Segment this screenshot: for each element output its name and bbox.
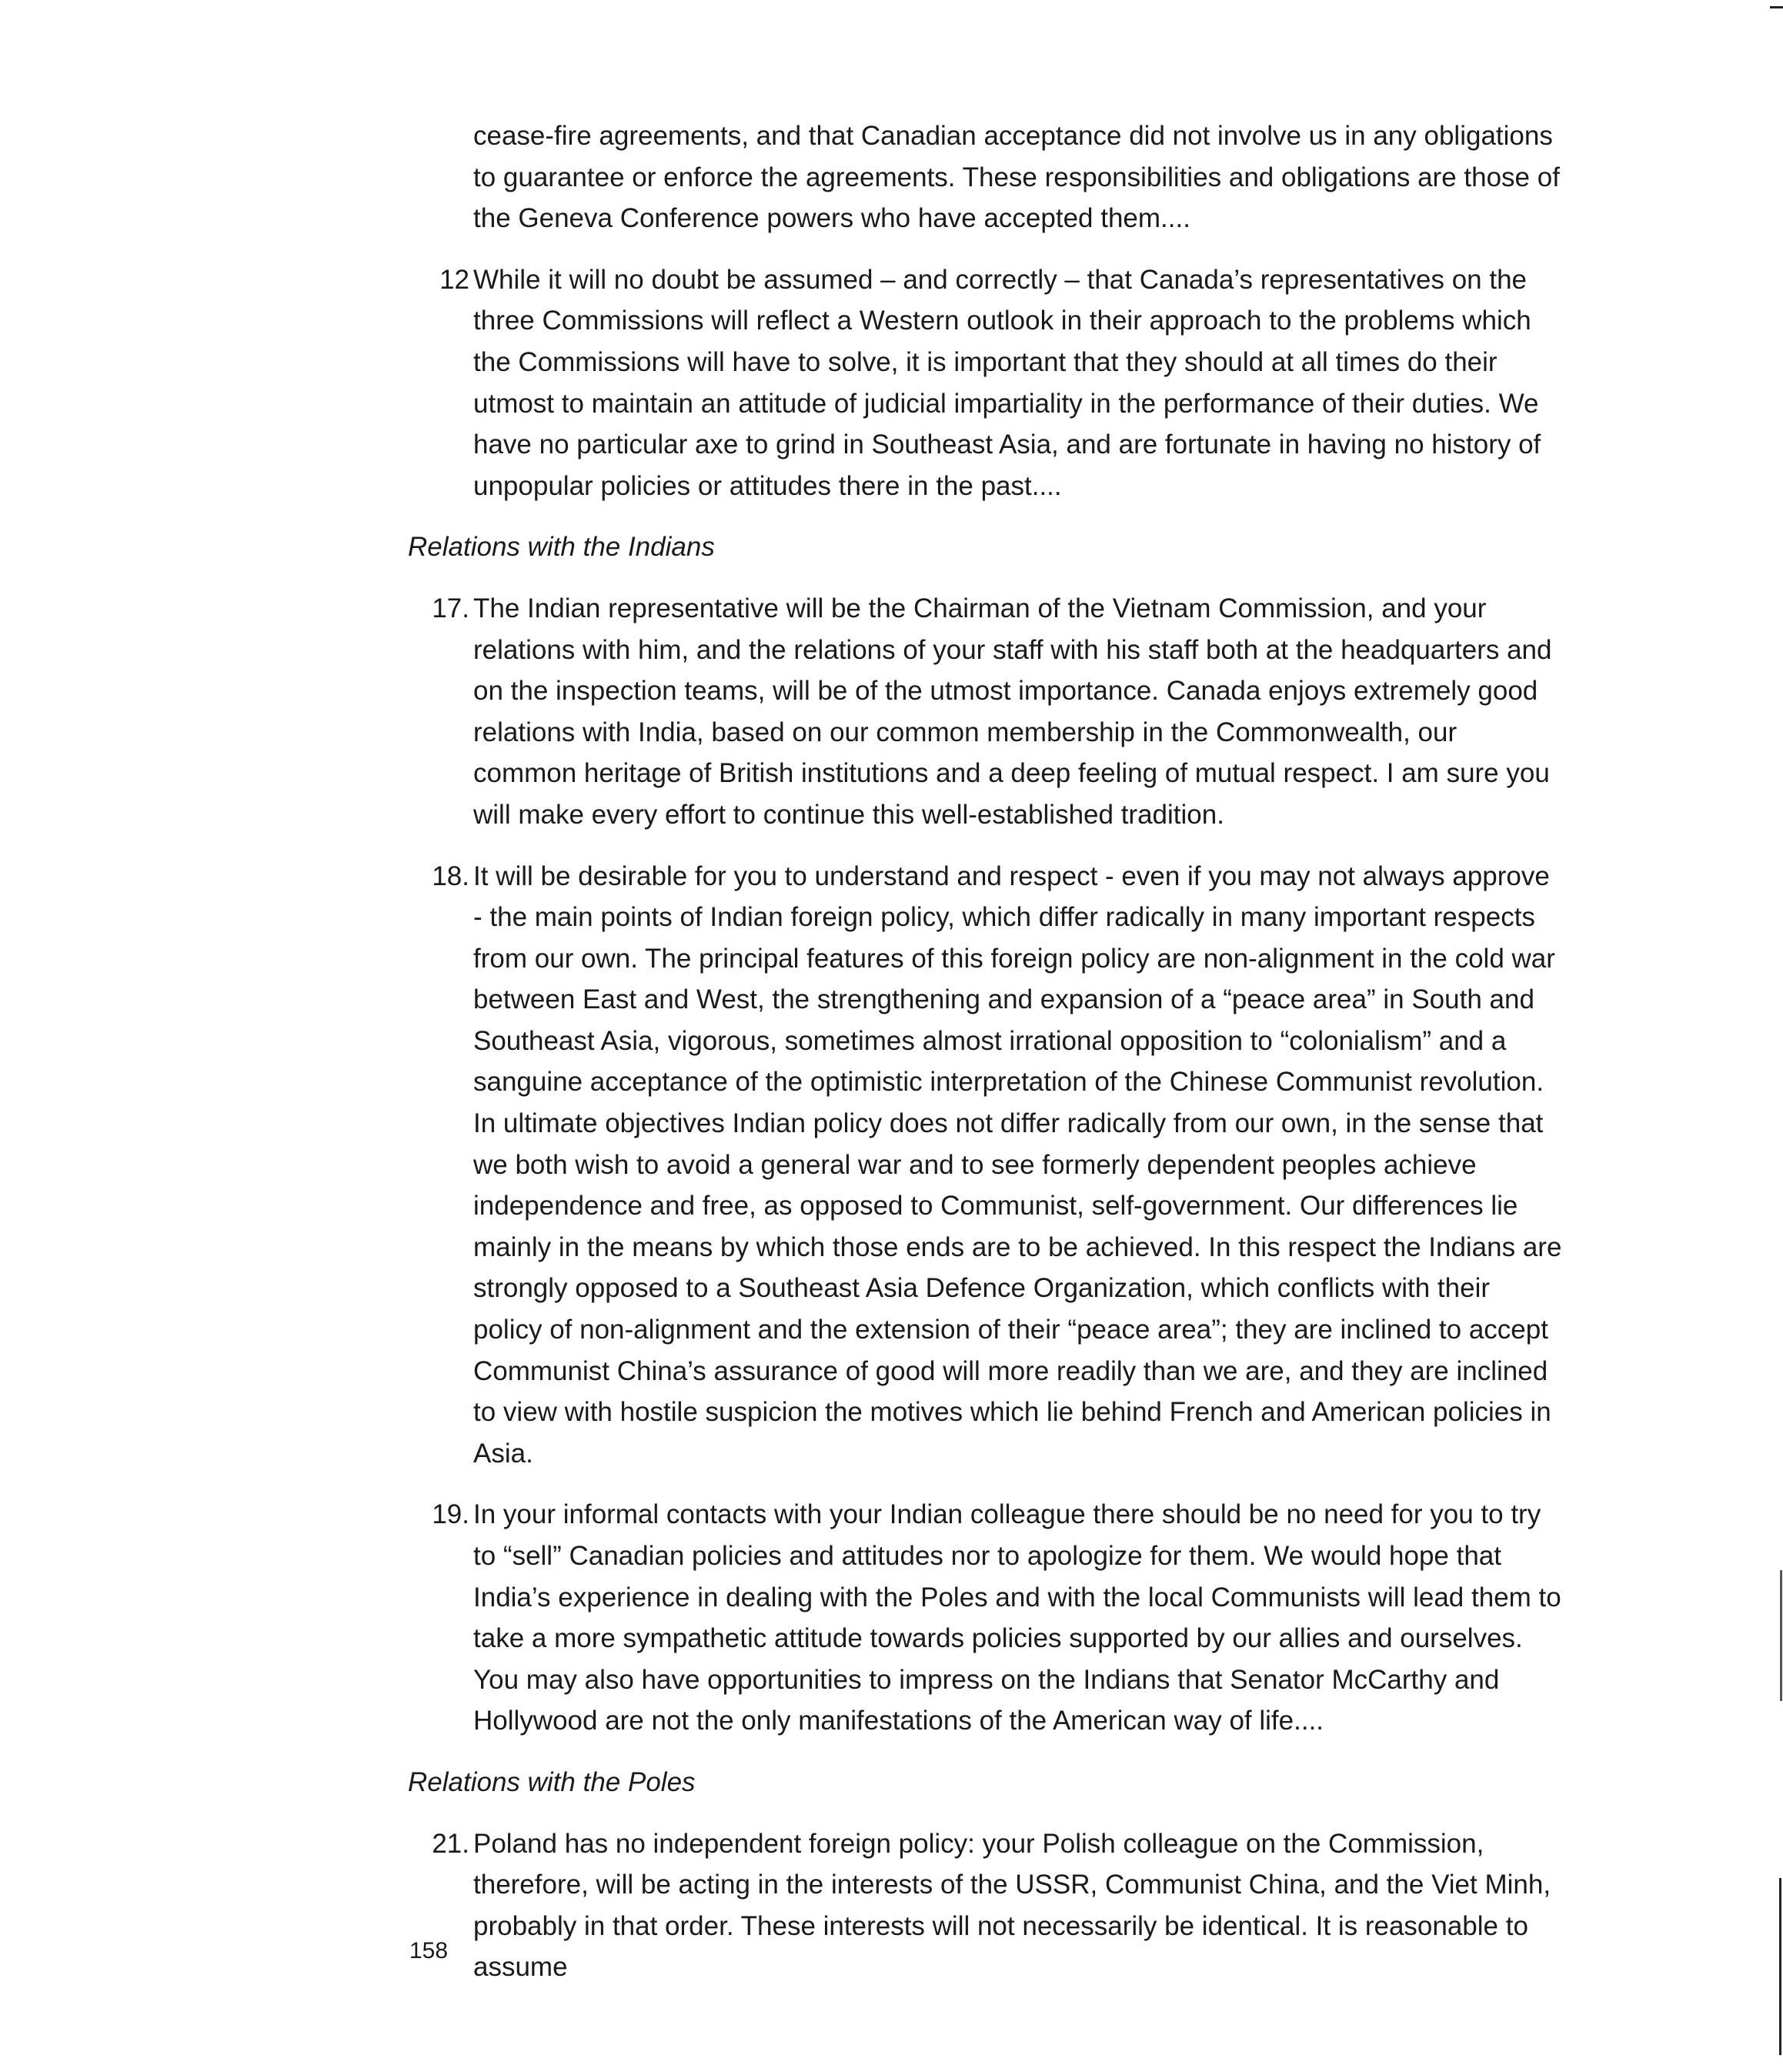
paragraph-12 [408, 259, 1562, 507]
paragraph-number: 17. [432, 593, 469, 623]
section-heading-poles: Relations with the Poles [408, 1766, 696, 1797]
paragraph-19 [408, 1494, 1562, 1742]
paragraph-text: The Indian representative will be the Chairman of the Vietnam Commission, and your relations with him, and the relations of your staff with his staff both at the headquarters and on the inspection teams, will be of the utmost importance. Canada enjoys extremely good relations with India, based on our common membership in the Commonwealth, our common heritage of British institutions and a deep feeling of mutual respect. I am sure you will make every effort to continue this well-established tradition. [473, 593, 1552, 830]
paragraph-text: While it will no doubt be assumed – and correctly – that Canada’s representatives on the three Commissions will reflect a Western outlook in their approach to the problems which the Commissions will have to solve, it is important that they should at all times do their utmost to maintain an attitude of judicial impartiality in the performance of their duties. We have no particular axe to grind in Southeast Asia, and are fortunate in having no history of unpopular policies or attitudes there in the past.... [473, 264, 1541, 501]
paragraph-text: Poland has no independent foreign policy: your Polish colleague on the Commission, therefore, will be acting in the interests of the USSR, Communist China, and the Viet Minh, probably in that order. These interests will not necessarily be identical. It is reasonable to assume [473, 1828, 1551, 1983]
paragraph-text: It will be desirable for you to understand and respect - even if you may not always approve - the main points of Indian foreign policy, which differ radically in many important respects from our own. The principal features of this foreign policy are non-alignment in the cold war between East and West, the strengthening and expansion of a “peace area” in South and Southeast Asia, vigorous, sometimes almost irrational opposition to “colonialism” and a sanguine acceptance of the optimistic interpretation of the Chinese Communist revolution. In ultimate objectives Indian policy does not differ radically from our own, in the sense that we both wish to avoid a general war and to see formerly dependent peoples achieve independence and free, as opposed to Communist, self-government. Our differences lie mainly in the means by which those ends are to be achieved. In this respect the Indians are strongly opposed to a Southeast Asia Defence Organization, which conflicts with their policy of non-alignment and the extension of their “peace area”; they are inclined to accept Communist China’s assurance of good will more readily than we are, and they are inclined to view with hostile suspicion the motives which lie behind French and American policies in Asia. [473, 861, 1562, 1469]
paragraph-17 [408, 588, 1562, 836]
section-heading-indians: Relations with the Indians [408, 532, 715, 563]
paragraph-number: 12 [439, 264, 469, 295]
scan-edge-mark [1779, 1878, 1781, 2055]
paragraph-text: In your informal contacts with your Indian colleague there should be no need for you to try to “sell” Canadian policies and attitudes nor to apologize for them. We would hope that India’s experience in dealing with the Poles and with the local Communists will lead them to take a more sympathetic attitude towards policies supported by our allies and ourselves. You may also have opportunities to impress on the Indians that Senator McCarthy and Hollywood are not the only manifestations of the American way of life.... [473, 1499, 1561, 1736]
scan-edge-mark [1780, 1570, 1782, 1701]
body-text [408, 115, 1562, 2008]
paragraph-number: 18. [432, 861, 469, 891]
paragraph-21 [408, 1823, 1562, 1988]
paragraph-number: 19. [432, 1499, 469, 1530]
paragraph-number: 21. [432, 1828, 469, 1859]
scan-edge-mark [1770, 6, 1783, 8]
page-number: 158 [409, 1938, 449, 1963]
continued-paragraph: cease-fire agreements, and that Canadian acceptance did not involve us in any obligations to guarantee or enforce the agreements. These responsibilities and obligations are those of the Geneva Conference powers who have accepted them.... [473, 121, 1560, 234]
paragraph-18 [408, 856, 1562, 1475]
